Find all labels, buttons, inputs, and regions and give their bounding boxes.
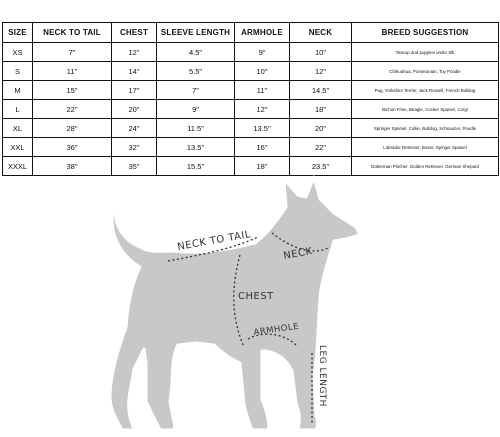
cell-armhole: 18" [235, 157, 290, 176]
table-row [3, 138, 499, 157]
header-sleeve-length: SLEEVE LENGTH [157, 23, 235, 43]
header-breed-suggestion: BREED SUGGESTION [352, 23, 499, 43]
cell-size: XXXL [3, 157, 33, 176]
header-neck-to-tail: NECK TO TAIL [33, 23, 112, 43]
cell-size: XXL [3, 138, 33, 157]
cell-sleeve-length: 11.5" [157, 119, 235, 138]
cell-chest: 24" [112, 119, 157, 138]
armhole-label: ARMHOLE [253, 321, 300, 338]
cell-armhole: 13.5" [235, 119, 290, 138]
cell-neck: 10" [290, 43, 352, 62]
cell-neck-to-tail: 38" [33, 157, 112, 176]
table-row [3, 119, 499, 138]
size-chart-table [2, 22, 499, 176]
cell-chest: 14" [112, 62, 157, 81]
cell-neck-to-tail: 7" [33, 43, 112, 62]
chest-label: CHEST [238, 291, 274, 302]
table-row [3, 100, 499, 119]
cell-armhole: 12" [235, 100, 290, 119]
cell-armhole: 9" [235, 43, 290, 62]
cell-breed-suggestion: Doberman Pincher, Golden Retriever, German Shepard [352, 157, 499, 176]
cell-neck-to-tail: 15" [33, 81, 112, 100]
cell-neck: 14.5" [290, 81, 352, 100]
cell-chest: 17" [112, 81, 157, 100]
cell-breed-suggestion: Pug, Yorkshire Terrier, Jack Russell, French Bulldog [352, 81, 499, 100]
cell-breed-suggestion: Bichon Frise, Beagle, Cocker Spaniel, Corgi [352, 100, 499, 119]
cell-chest: 12" [112, 43, 157, 62]
cell-neck-to-tail: 11" [33, 62, 112, 81]
cell-chest: 20" [112, 100, 157, 119]
table-header-row [3, 23, 499, 43]
cell-armhole: 16" [235, 138, 290, 157]
cell-sleeve-length: 5.5" [157, 62, 235, 81]
table-row [3, 157, 499, 176]
cell-sleeve-length: 4.5" [157, 43, 235, 62]
cell-neck-to-tail: 28" [33, 119, 112, 138]
cell-size: XL [3, 119, 33, 138]
cell-size: M [3, 81, 33, 100]
cell-neck-to-tail: 22" [33, 100, 112, 119]
table-row [3, 81, 499, 100]
cell-size: S [3, 62, 33, 81]
leg-length-label: LEG LENGTH [317, 345, 327, 407]
cell-neck: 20" [290, 119, 352, 138]
cell-neck: 23.5" [290, 157, 352, 176]
cell-size: L [3, 100, 33, 119]
cell-armhole: 11" [235, 81, 290, 100]
dog-measurement-diagram [0, 175, 500, 437]
cell-sleeve-length: 7" [157, 81, 235, 100]
cell-breed-suggestion: Teacup and puppies under 5lb [352, 43, 499, 62]
cell-breed-suggestion: Springer Spaniel, Collie, Bulldog, Schnauzer, Poodle [352, 119, 499, 138]
header-size: SIZE [3, 23, 33, 43]
neck-to-tail-label: NECK TO TAIL [176, 229, 252, 253]
cell-chest: 32" [112, 138, 157, 157]
table-row [3, 43, 499, 62]
cell-sleeve-length: 9" [157, 100, 235, 119]
cell-neck: 22" [290, 138, 352, 157]
cell-neck-to-tail: 36" [33, 138, 112, 157]
cell-neck: 12" [290, 62, 352, 81]
dog-diagram-svg [0, 175, 500, 437]
cell-chest: 35" [112, 157, 157, 176]
cell-breed-suggestion: Chihuahua, Pomeranian, Toy Poodle [352, 62, 499, 81]
cell-sleeve-length: 13.5" [157, 138, 235, 157]
cell-armhole: 10" [235, 62, 290, 81]
table-row [3, 62, 499, 81]
cell-neck: 18" [290, 100, 352, 119]
cell-size: XS [3, 43, 33, 62]
header-chest: CHEST [112, 23, 157, 43]
header-neck: NECK [290, 23, 352, 43]
cell-breed-suggestion: Labrador Retriever, Boxer, Spinger Spaniel [352, 138, 499, 157]
neck-label: NECK [282, 246, 314, 262]
cell-sleeve-length: 15.5" [157, 157, 235, 176]
header-armhole: ARMHOLE [235, 23, 290, 43]
